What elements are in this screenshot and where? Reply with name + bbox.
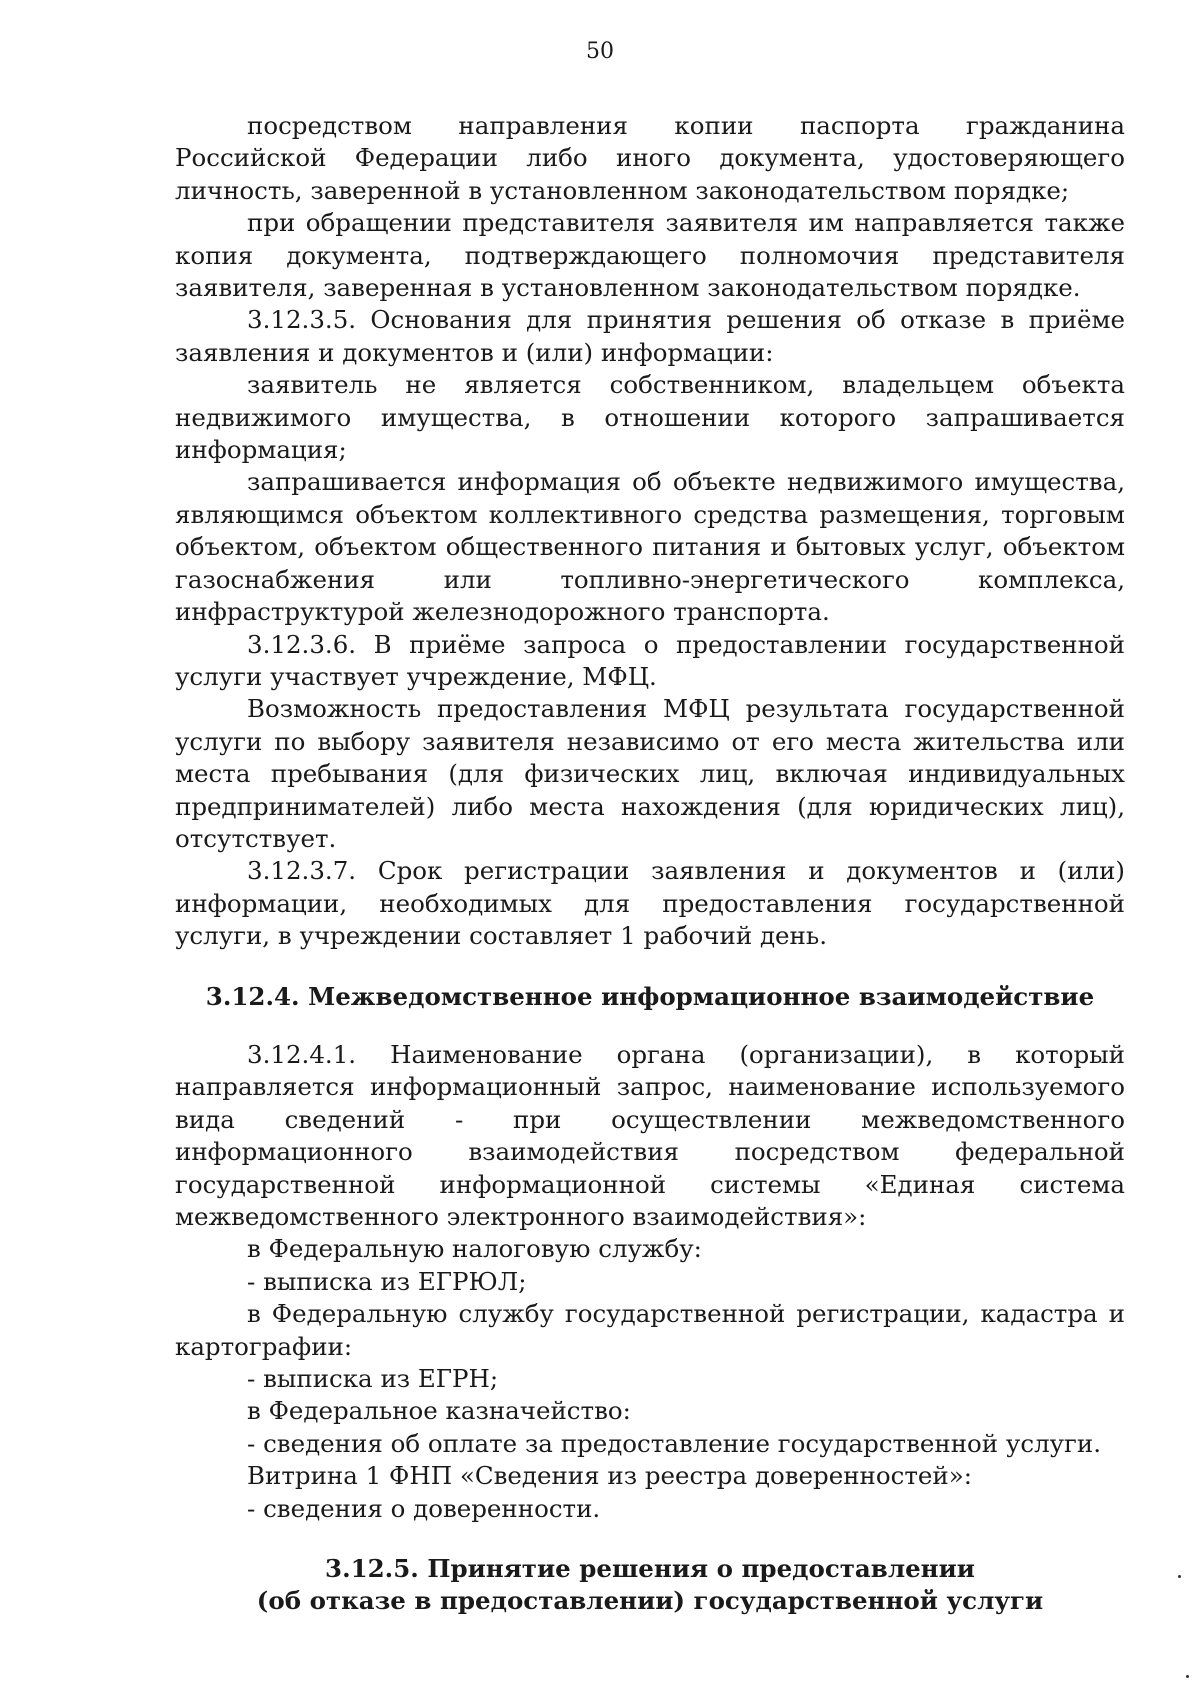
list-item: - выписка из ЕГРН;	[247, 1364, 499, 1394]
document-body	[175, 110, 1125, 1618]
paragraph: при обращении представителя заявителя им направляется также копия документа, подтверждающего полномочия представителя заявителя, заверенная в установленном законодательством порядке.	[175, 208, 1125, 303]
paragraph: 3.12.3.6. В приёме запроса о предоставлении государственной услуги участвует учреждение, МФЦ.	[175, 629, 1125, 691]
list-item: - сведения об оплате за предоставление государственной услуги.	[247, 1428, 1101, 1458]
page-number: 50	[586, 39, 614, 64]
paragraph: посредством направления копии паспорта гражданина Российской Федерации либо иного документа, удостоверяющего личность, заверенной в установленном законодательством порядке;	[175, 111, 1125, 205]
paragraph: заявитель не является собственником, владельцем объекта недвижимого имущества, в отношении которого запрашивается информация;	[175, 370, 1125, 465]
paragraph: 3.12.3.7. Срок регистрации заявления и документов и (или) информации, необходимых для предоставления государственной услуги, в учреждении составляет 1 рабочий день.	[175, 856, 1125, 951]
section-heading: 3.12.4. Межведомственное информационное взаимодействие	[205, 981, 1095, 1011]
paragraph: в Федеральную налоговую службу:	[247, 1234, 702, 1264]
paragraph: Возможность предоставления МФЦ результата государственной услуги по выбору заявителя независимо от его места жительства или места пребывания (для физических лиц, включая индивидуальных предпринимателей) либо места нахождения (для юридических лиц), отсутствует.	[175, 694, 1125, 853]
paragraph: в Федеральное казначейство:	[247, 1396, 631, 1426]
paragraph: запрашивается информация об объекте недвижимого имущества, являющимся объектом коллективного средства размещения, торговым объектом, объектом общественного питания и бытовых услуг, объектом газоснабжения или топливно-энергетического комплекса, инфраструктурой железнодорожного транспорта.	[175, 467, 1125, 627]
scan-speck	[1186, 1675, 1189, 1678]
paragraph: Витрина 1 ФНП «Сведения из реестра доверенностей»:	[247, 1461, 972, 1491]
paragraph: в Федеральную службу государственной регистрации, кадастра и картографии:	[175, 1299, 1125, 1361]
section-heading-line: 3.12.5. Принятие решения о предоставлении	[325, 1554, 975, 1584]
section-heading	[175, 1553, 1125, 1618]
list-item: - сведения о доверенности.	[247, 1493, 601, 1523]
section-heading-line: (об отказе в предоставлении) государственной услуги	[256, 1586, 1044, 1616]
scan-speck	[1178, 1575, 1181, 1578]
paragraph: 3.12.3.5. Основания для принятия решения об отказе в приёме заявления и документов и (или) информации:	[175, 305, 1125, 367]
list-item: - выписка из ЕГРЮЛ;	[247, 1266, 527, 1296]
paragraph: 3.12.4.1. Наименование органа (организации), в который направляется информационный запрос, наименование используемого вида сведений - при осуществлении межведомственного информационного взаимодействия посредством федеральной государственной информационной системы «Единая система межведомственного электронного взаимодействия»:	[175, 1039, 1125, 1231]
